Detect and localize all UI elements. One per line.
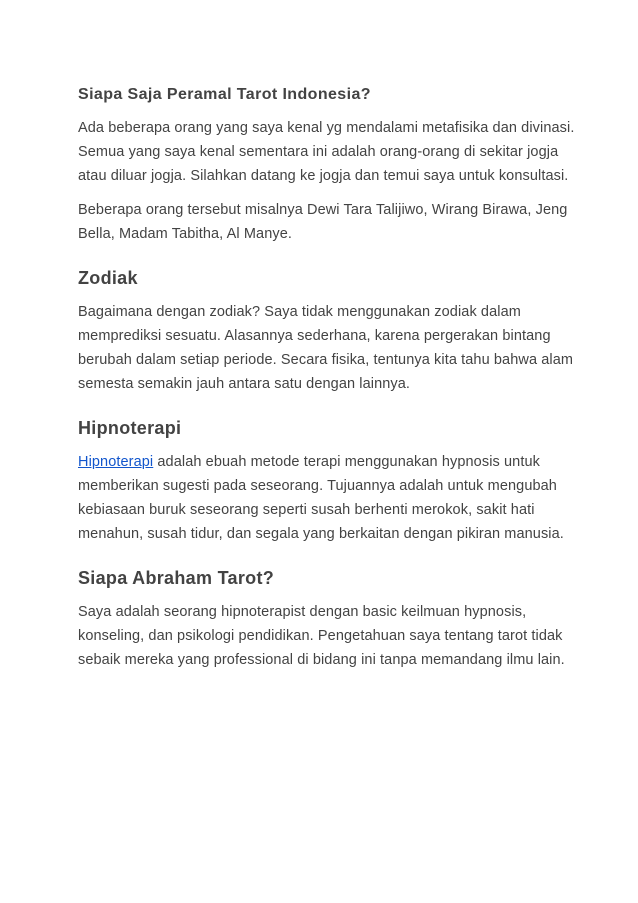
heading-zodiak: Zodiak [78,268,138,288]
paragraph-hipnoterapi-text: adalah ebuah metode terapi menggunakan hypnosis untuk memberikan sugesti pada seseorang. Tujuannya adalah untuk mengubah kebiasaan buruk seseorang seperti susah berhenti merokok, sakit hati menahun, susah tidur, dan segala yang berkaitan dengan pikiran manusia. [78,454,564,542]
paragraph-nama-peramal: Beberapa orang tersebut misalnya Dewi Tara Talijiwo, Wirang Birawa, Jeng Bella, Madam Tabitha, Al Manye. [78,202,568,242]
paragraph-zodiak: Bagaimana dengan zodiak? Saya tidak menggunakan zodiak dalam memprediksi sesuatu. Alasannya sederhana, karena pergerakan bintang berubah dalam setiap periode. Secara fisika, tentunya kita tahu bahwa alam semesta semakin jauh antara satu dengan lainnya. [78,304,574,392]
paragraph-metafisika: Ada beberapa orang yang saya kenal yg mendalami metafisika dan divinasi. Semua yang saya kenal sementara ini adalah orang-orang di sekitar jogja atau diluar jogja. Silahkan datang ke jogja dan temui saya untuk konsultasi. [78,120,575,184]
heading-peramal-tarot: Siapa Saja Peramal Tarot Indonesia? [78,86,371,103]
paragraph-abraham-tarot: Saya adalah seorang hipnoterapist dengan basic keilmuan hypnosis, konseling, dan psikologi pendidikan. Pengetahuan saya tentang tarot tidak sebaik mereka yang professional di bidang ini tanpa memandang ilmu lain. [78,604,565,668]
paragraph-hipnoterapi [78,450,578,546]
hipnoterapi-link[interactable]: Hipnoterapi [78,454,154,470]
heading-abraham-tarot: Siapa Abraham Tarot? [78,568,275,588]
heading-hipnoterapi: Hipnoterapi [78,418,182,438]
